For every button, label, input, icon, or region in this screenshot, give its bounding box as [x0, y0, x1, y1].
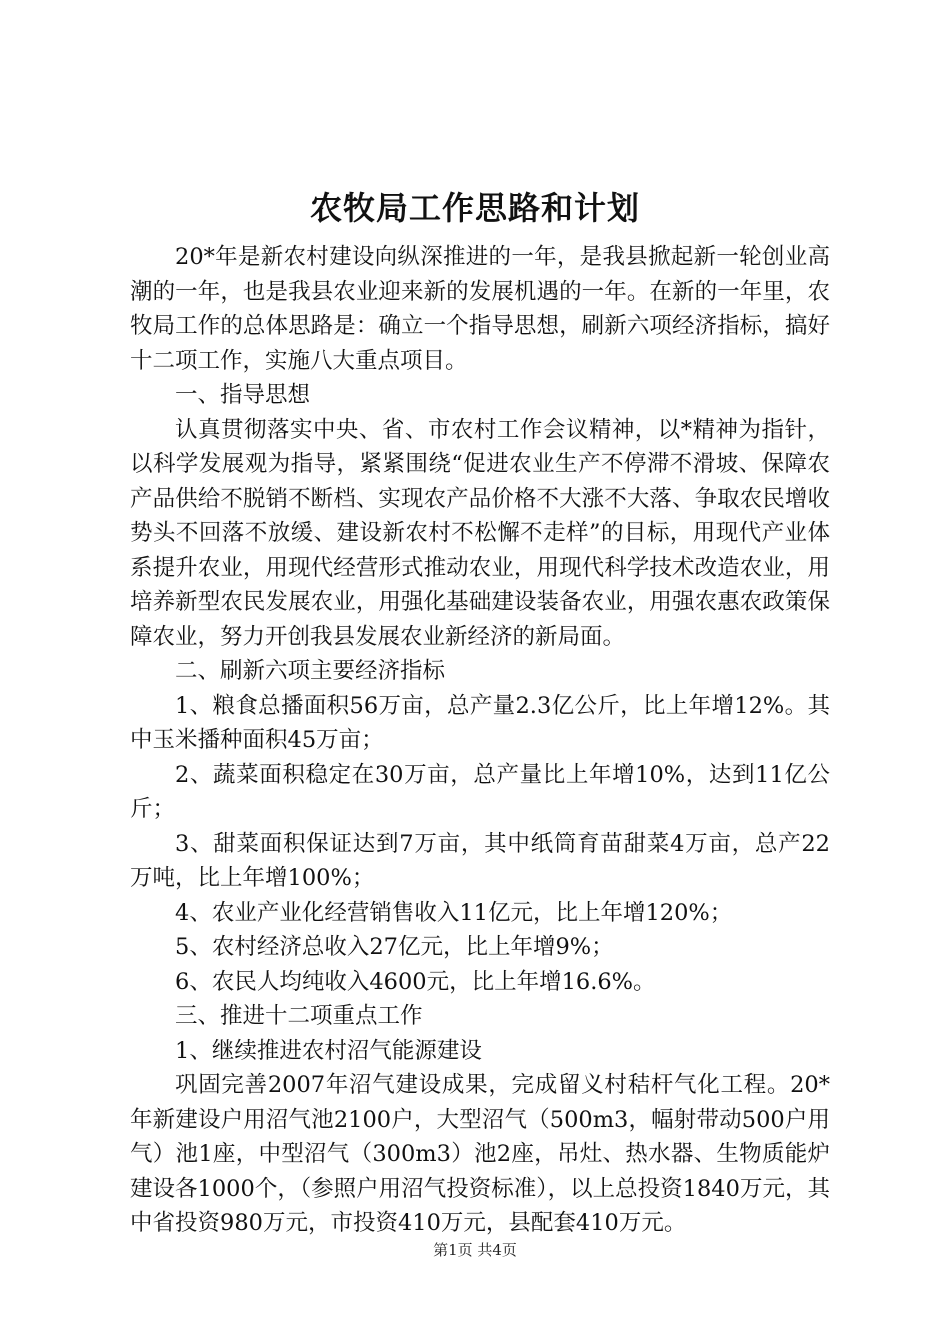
section-heading-economic-indicators: 二、刷新六项主要经济指标 — [175, 658, 446, 684]
biogas-paragraph: 巩固完善2007年沼气建设成果，完成留义村秸杆气化工程。20*年新建设户用沼气池2100户，大型沼气（500m3，幅射带动500户用气）池1座，中型沼气（300m3）池2座，吊灶、热水器、生物质能炉建设各1000个，（参照户用沼气投资标准），以上总投资1840万元，其中省投资980万元，市投资410万元，县配套410万元。 — [130, 1072, 830, 1236]
indicator-item: 2、蔬菜面积稳定在30万亩，总产量比上年增10%，达到11亿公斤； — [130, 761, 830, 822]
indicator-item: 6、农民人均纯收入4600元，比上年增16.6%。 — [175, 968, 656, 995]
subsection-heading-biogas: 1、继续推进农村沼气能源建设 — [175, 1037, 482, 1064]
section-heading-key-work: 三、推进十二项重点工作 — [175, 1003, 423, 1029]
indicator-item: 3、甜菜面积保证达到7万亩，其中纸筒育苗甜菜4万亩，总产22万吨，比上年增100%； — [130, 830, 830, 891]
section-heading-guiding-thought: 一、指导思想 — [175, 382, 311, 408]
page-footer: 第1页 共4页 — [433, 1241, 517, 1259]
document-title: 农牧局工作思路和计划 — [309, 189, 640, 227]
indicator-item: 5、农村经济总收入27亿元，比上年增9%； — [175, 934, 614, 960]
guiding-thought-paragraph: 认真贯彻落实中央、省、市农村工作会议精神，以*精神为指针，以科学发展观为指导，紧紧围绕“促进农业生产不停滞不滑坡、保障农产品供给不脱销不断档、实现农产品价格不大涨不大落、争取农民增收势头不回落不放缓、建设新农村不松懈不走样”的目标，用现代产业体系提升农业，用现代经营形式推动农业，用现代科学技术改造农业，用培养新型农民发展农业，用强化基础建设装备农业，用强农惠农政策保障农业，努力开创我县发展农业新经济的新局面。 — [130, 416, 830, 650]
indicator-item: 1、粮食总播面积56万亩，总产量2.3亿公斤，比上年增12%。其中玉米播种面积45万亩； — [130, 692, 830, 753]
indicator-item: 4、农业产业化经营销售收入11亿元，比上年增120%； — [175, 899, 733, 926]
document-body — [130, 240, 830, 1241]
intro-paragraph: 20*年是新农村建设向纵深推进的一年，是我县掀起新一轮创业高潮的一年，也是我县农业迎来新的发展机遇的一年。在新的一年里，农牧局工作的总体思路是：确立一个指导思想，刷新六项经济指标，搞好十二项工作，实施八大重点项目。 — [130, 244, 830, 374]
